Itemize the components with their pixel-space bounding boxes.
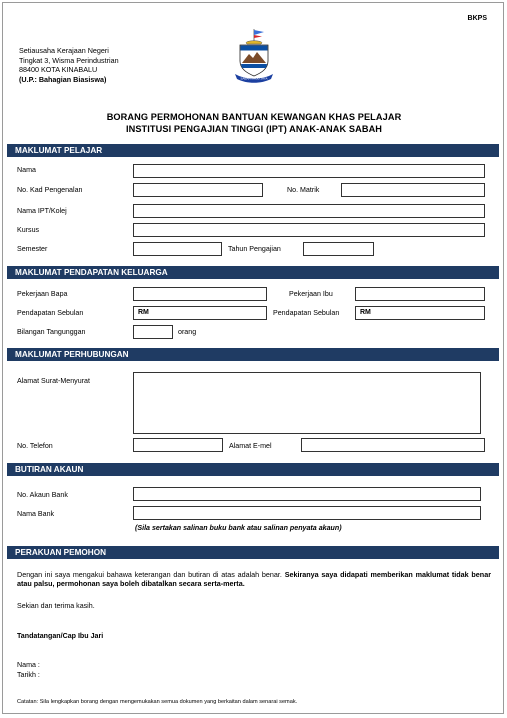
label-no-telefon: No. Telefon [17,442,53,450]
declaration-text [17,570,491,589]
declaration-bold: Sekiranya saya didapati memberikan maklumat tidak benar atau palsu, permohonan saya boleh dibatalkan secara serta-merta. [17,570,491,589]
input-alamat-emel[interactable] [301,438,485,452]
input-pendapatan-ibu[interactable] [355,306,485,320]
thanks-text: Sekian dan terima kasih. [17,602,95,610]
label-alamat-emel: Alamat E-mel [229,442,272,450]
input-kursus[interactable] [133,223,485,237]
declaration-normal: Dengan ini saya mengakui bahawa keterangan dan butiran di atas adalah benar. [17,570,282,579]
input-pekerjaan-bapa[interactable] [133,287,267,301]
bank-note: (Sila sertakan salinan buku bank atau salinan penyata akaun) [135,524,342,532]
form-code: BKPS [467,15,487,22]
label-pendapatan-bapa: Pendapatan Sebulan [17,309,84,317]
section-perhubungan: MAKLUMAT PERHUBUNGAN [7,348,499,361]
label-tahun-pengajian: Tahun Pengajian [228,245,281,253]
form-title-line2: INSTITUSI PENGAJIAN TINGGI (IPT) ANAK-ANAK SABAH [125,124,383,134]
sabah-crest-logo [231,27,277,87]
address-line: Tingkat 3, Wisma Perindustrian [19,55,119,65]
label-semester: Semester [17,245,48,253]
input-no-kad-pengenalan[interactable] [133,183,263,197]
input-tahun-pengajian[interactable] [303,242,374,256]
label-pekerjaan-bapa: Pekerjaan Bapa [17,290,68,298]
signature-label: Tandatangan/Cap Ibu Jari [17,632,104,640]
input-pendapatan-bapa[interactable] [133,306,267,320]
label-no-kad-pengenalan: No. Kad Pengenalan [17,186,83,194]
name-label: Nama : [17,661,40,669]
form-title-line1: BORANG PERMOHONAN BANTUAN KEWANGAN KHAS PELAJAR [106,112,402,122]
label-bilangan-tanggungan: Bilangan Tangunggan [17,328,86,336]
input-alamat[interactable] [133,372,481,434]
input-nama-bank[interactable] [133,506,481,520]
currency-prefix: RM [360,309,371,316]
input-pekerjaan-ibu[interactable] [355,287,485,301]
crest-ribbon-text: SABAH MAJU JAYA [240,76,268,81]
address-line: 88400 KOTA KINABALU [19,65,98,75]
label-pendapatan-ibu: Pendapatan Sebulan [273,309,340,317]
label-kursus: Kursus [17,226,40,234]
section-maklumat-pelajar: MAKLUMAT PELAJAR [7,144,499,157]
form-page [2,2,504,714]
input-nama[interactable] [133,164,485,178]
input-nama-ipt[interactable] [133,204,485,218]
label-pekerjaan-ibu: Pekerjaan Ibu [289,290,333,298]
input-bilangan-tanggungan[interactable] [133,325,173,339]
section-butiran-akaun: BUTIRAN AKAUN [7,463,499,476]
section-pendapatan-keluarga: MAKLUMAT PENDAPATAN KELUARGA [7,266,499,279]
input-no-matrik[interactable] [341,183,485,197]
label-no-akaun-bank: No. Akaun Bank [17,491,68,499]
footer-note: Catatan: Sila lengkapkan borang dengan mengemukakan semua dokumen yang berkaitan dalam senarai semak. [17,699,298,705]
currency-prefix: RM [138,309,149,316]
label-nama-bank: Nama Bank [17,510,55,518]
label-nama: Nama [17,166,36,174]
address-unit: (U.P.: Bahagian Biasiswa) [19,74,107,84]
label-nama-ipt: Nama IPT/Kolej [17,207,67,215]
input-no-telefon[interactable] [133,438,223,452]
label-alamat: Alamat Surat-Menyurat [17,377,90,385]
address-block [19,46,119,84]
input-no-akaun-bank[interactable] [133,487,481,501]
label-no-matrik: No. Matrik [287,186,320,194]
label-orang: orang [178,328,197,336]
date-label: Tarikh : [17,671,40,679]
address-line: Setiausaha Kerajaan Negeri [19,46,109,55]
section-perakuan-pemohon: PERAKUAN PEMOHON [7,546,499,559]
input-semester[interactable] [133,242,222,256]
